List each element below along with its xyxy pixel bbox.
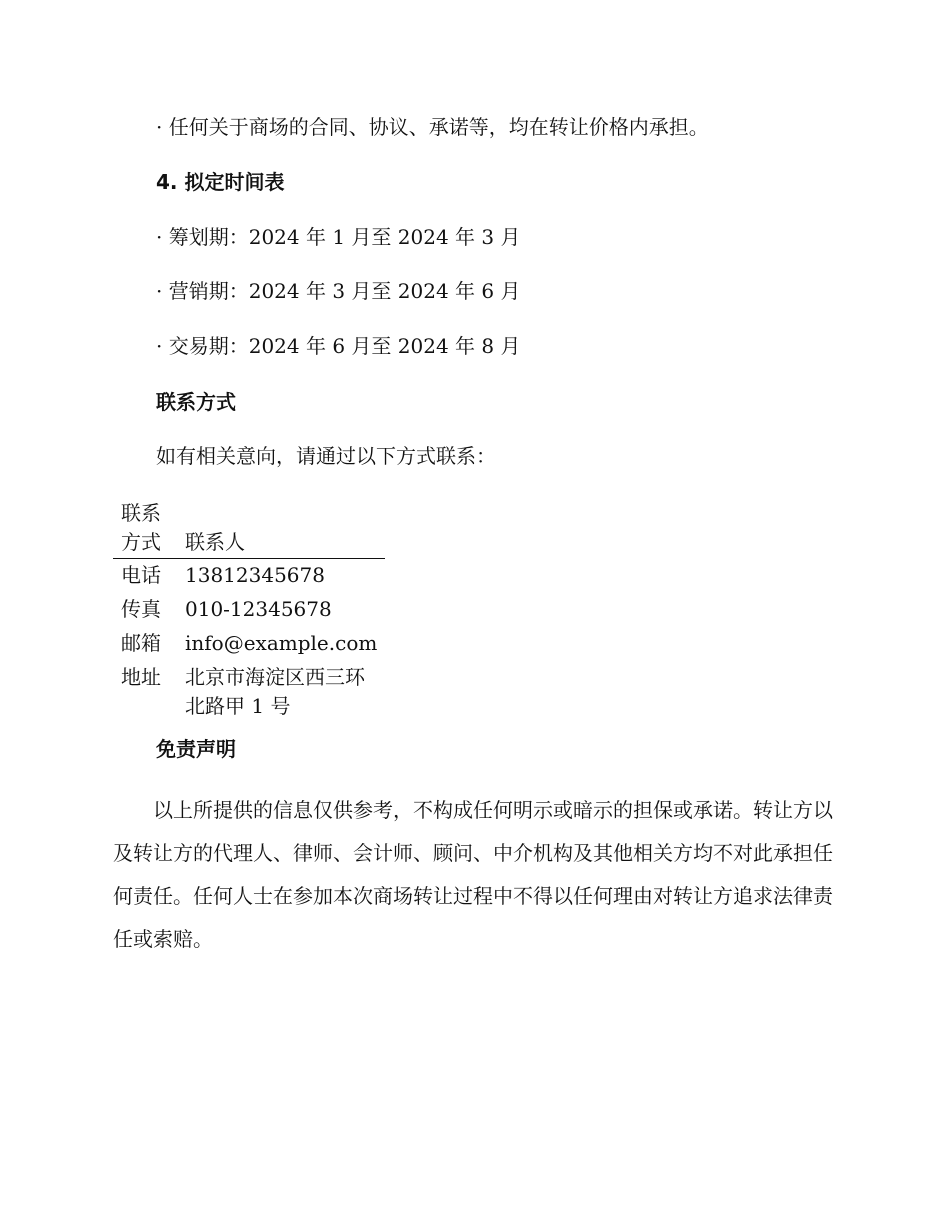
contact-label-phone: 电话 <box>121 563 161 587</box>
contact-intro: 如有相关意向，请通过以下方式联系： <box>156 444 496 468</box>
contact-value-email: info@example.com <box>185 631 378 655</box>
disclaimer-heading: 免责声明 <box>156 737 236 761</box>
contact-value-phone: 13812345678 <box>185 563 325 587</box>
timeline-item-marketing: · 营销期：2024 年 3 月至 2024 年 6 月 <box>156 279 521 303</box>
timeline-item-transaction: · 交易期：2024 年 6 月至 2024 年 8 月 <box>156 334 521 358</box>
table-row <box>113 559 385 594</box>
contact-table-header-method: 联系方式 <box>113 497 177 559</box>
contact-table-header-row <box>113 497 385 559</box>
contact-value-fax: 010-12345678 <box>185 597 332 621</box>
contact-heading: 联系方式 <box>156 390 236 414</box>
timeline-item-planning: · 筹划期：2024 年 1 月至 2024 年 3 月 <box>156 225 521 249</box>
table-row <box>113 627 385 661</box>
contact-label-email: 邮箱 <box>121 631 161 655</box>
contact-table <box>113 497 385 724</box>
contact-table-header-person: 联系人 <box>177 497 385 559</box>
table-row <box>113 661 385 724</box>
table-row <box>113 593 385 627</box>
contact-label-address: 地址 <box>121 665 161 689</box>
disclaimer-body: 以上所提供的信息仅供参考，不构成任何明示或暗示的担保或承诺。转让方以及转让方的代理人、律师、会计师、顾问、中介机构及其他相关方均不对此承担任何责任。任何人士在参加本次商场转让过程中不得以任何理由对转让方追求法律责任或索赔。 <box>113 798 833 951</box>
bullet-contract-terms: · 任何关于商场的合同、协议、承诺等，均在转让价格内承担。 <box>156 115 709 139</box>
contact-value-address: 北京市海淀区西三环北路甲 1 号 <box>185 665 365 718</box>
timeline-heading: 4. 拟定时间表 <box>156 170 285 194</box>
contact-label-fax: 传真 <box>121 597 161 621</box>
